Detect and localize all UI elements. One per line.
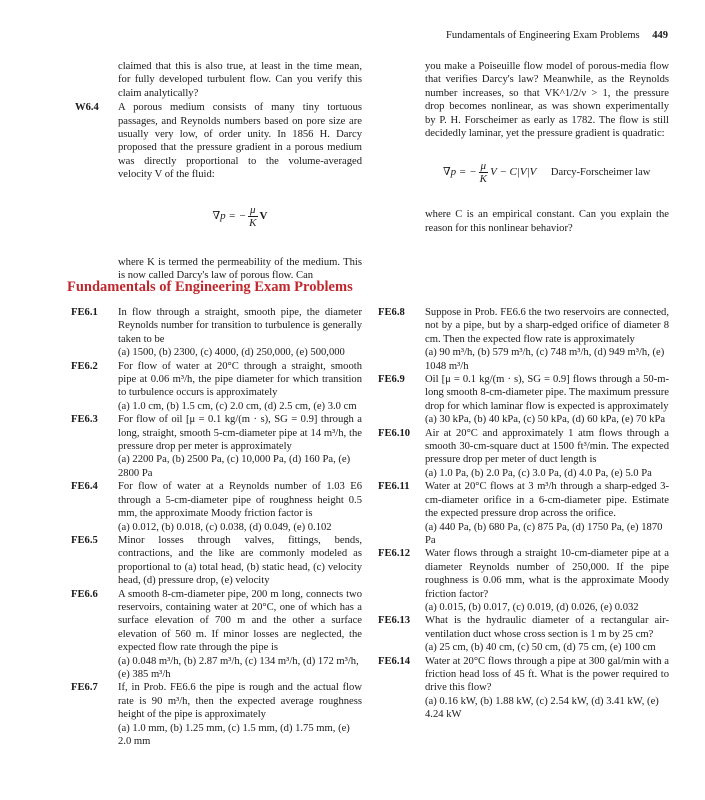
- top-left-column: [75, 60, 362, 282]
- fe-problem-6-8: FE6.8 Suppose in Prob. FE6.6 the two reservoirs are connected, not by a pipe, but by a sharp-edged orifice of diameter 8 cm. Then the expected flow rate is approximately (a) 90 m³/h, (b) 579 m³/h, (c) 748 m³/h, (d) 949 m³/h, (e) 1048 m³/h: [378, 307, 669, 372]
- fe-problem-6-13: FE6.13 What is the hydraulic diameter of a rectangular air-ventilation duct whose cross section is 1 m by 25 cm? (a) 25 cm, (b) 40 cm, (c) 50 cm, (d) 75 cm, (e) 100 cm: [378, 615, 669, 654]
- explain-paragraph: where C is an empirical constant. Can you explain the reason for this nonlinear behavior?: [425, 209, 669, 234]
- page-number: 449: [652, 30, 668, 41]
- fe-problem-6-14: FE6.14 Water at 20°C flows through a pipe at 300 gal/min with a friction head loss of 45 ft. What is the power required to drive this flow? (a) 0.16 kW, (b) 1.88 kW, (c) 2.54 kW, (d) 3.41 kW, (e) 4.24 kW: [378, 655, 669, 721]
- problem-w6-4: [75, 101, 362, 181]
- fe-left-column: [71, 306, 362, 748]
- top-right-column: [425, 60, 669, 235]
- equation-name: Darcy-Forscheimer law: [550, 167, 651, 179]
- after-equation-paragraph: where K is termed the permeability of the medium. This is now called Darcy's law of porous flow. Can: [118, 256, 362, 282]
- fe-problem-6-11: FE6.11 Water at 20°C flows at 3 m³/h through a sharp-edged 3-cm-diameter orifice in a 6-cm-diameter pipe. Estimate the expected pressure drop across the orifice. (a) 440 Pa, (b) 680 Pa, (c) 875 Pa, (d) 1750 Pa, (e) 1870 Pa: [378, 481, 669, 546]
- fe-problem-6-4: FE6.4 For flow of water at a Reynolds number of 1.03 E6 through a 5-cm-diameter pipe of roughness height 0.5 mm, the approximate Moody friction factor is (a) 0.012, (b) 0.018, (c) 0.038, (d) 0.049, (e) 0.102: [71, 481, 362, 533]
- fe-problem-6-12: FE6.12 Water flows through a straight 10-cm-diameter pipe at a diameter Reynolds number of 250,000. If the pipe roughness is 0.06 mm, what is the approximate Moody friction factor? (a) 0.015, (b) 0.017, (c) 0.019, (d) 0.026, (e) 0.032: [378, 548, 669, 613]
- forscheimer-equation: ∇p = − $\frac{\mu}{K}$ V − C|V|V Darcy-Forscheimer law: [443, 160, 651, 186]
- fe-problem-6-10: FE6.10 Air at 20°C and approximately 1 atm flows through a smooth 30-cm-square duct at 1500 ft³/min. The expected pressure drop per meter of duct length is (a) 1.0 Pa, (b) 2.0 Pa, (c) 3.0 Pa, (d) 4.0 Pa, (e) 5.0 Pa: [378, 427, 669, 479]
- darcy-equation: ∇p = − $\frac{\mu}{K}$ V: [212, 203, 268, 229]
- problem-text: A porous medium consists of many tiny tortuous passages, and Reynolds numbers based on pore size are usually very low, of order unity. In 1856 H. Darcy proposed that the pressure gradient in a porous medium was directly proportional to the volume-averaged velocity V of the fluid:: [118, 102, 362, 181]
- intro-paragraph: claimed that this is also true, at least in the time mean, for fully developed turbulent flow. Can you verify this claim analytically?: [118, 61, 362, 99]
- fe-problem-6-1: FE6.1 In flow through a straight, smooth pipe, the diameter Reynolds number for transition to turbulence is generally taken to be (a) 1500, (b) 2300, (c) 4000, (d) 250,000, (e) 500,000: [71, 307, 362, 359]
- fe-problem-6-3: FE6.3 For flow of oil [μ = 0.1 kg/(m · s), SG = 0.9] through a long, straight, smooth 5-cm-diameter pipe at 14 m³/h, the pressure drop per meter is approximately (a) 2200 Pa, (b) 2500 Pa, (c) 10,000 Pa, (d) 160 Pa, (e) 2800 Pa: [71, 414, 362, 479]
- fe-right-column: [378, 306, 669, 722]
- poiseuille-paragraph: you make a Poiseuille flow model of porous-media flow that verifies Darcy's law? Meanwhile, as the Reynolds number increases, so that VK^1/2/ν > 1, the pressure drop becomes nonlinear, as was shown experimentally by P. H. Forscheimer as early as 1782. The flow is still decidedly laminar, yet the pressure gradient is quadratic:: [425, 61, 669, 140]
- running-title: Fundamentals of Engineering Exam Problems: [445, 30, 640, 41]
- fe-problem-6-9: FE6.9 Oil [μ = 0.1 kg/(m · s), SG = 0.9] flows through a 50-m-long smooth 8-cm-diameter pipe. The maximum pressure drop for which laminar flow is expected is approximately (a) 30 kPa, (b) 40 kPa, (c) 50 kPa, (d) 60 kPa, (e) 70 kPa: [378, 374, 669, 426]
- section-title: Fundamentals of Engineering Exam Problems: [67, 279, 353, 295]
- fe-problem-6-5: FE6.5 Minor losses through valves, fittings, bends, contractions, and the like are commonly modeled as proportional to (a) total head, (b) static head, (c) velocity head, (d) pressure drop, (e) velocity: [71, 534, 362, 587]
- fe-problem-6-2: FE6.2 For flow of water at 20°C through a straight, smooth pipe at 0.06 m³/h, the pipe diameter for which transition to turbulence occurs is approximately (a) 1.0 cm, (b) 1.5 cm, (c) 2.0 cm, (d) 2.5 cm, (e) 3.0 cm: [71, 360, 362, 412]
- fe-problem-6-7: FE6.7 If, in Prob. FE6.6 the pipe is rough and the actual flow rate is 90 m³/h, then the expected average roughness height of the pipe is approximately (a) 1.0 mm, (b) 1.25 mm, (c) 1.5 mm, (d) 1.75 mm, (e) 2.0 mm: [71, 682, 362, 747]
- fe-problem-6-6: FE6.6 A smooth 8-cm-diameter pipe, 200 m long, connects two reservoirs, containing water at 20°C, one of which has a surface elevation of 700 m and the other a surface elevation of 560 m. If minor losses are neglected, the expected flow rate through the pipe is (a) 0.048 m³/h, (b) 2.87 m³/h, (c) 134 m³/h, (d) 172 m³/h, (e) 385 m³/h: [71, 588, 362, 680]
- running-header: [446, 29, 668, 42]
- problem-label: W6.4: [75, 102, 99, 114]
